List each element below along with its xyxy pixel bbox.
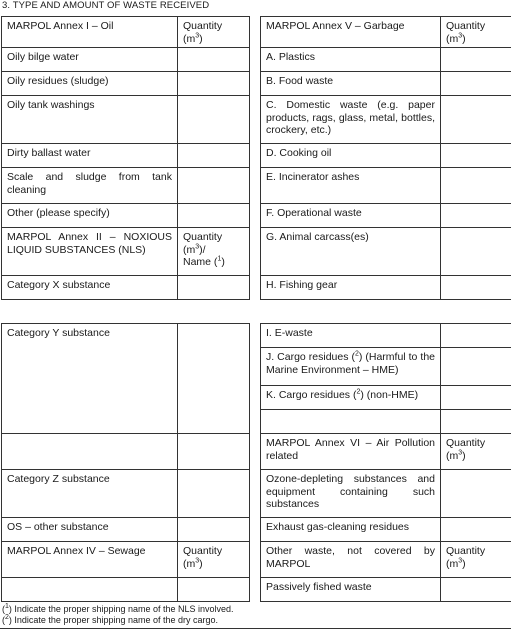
quantity-cell[interactable] — [178, 324, 250, 434]
row-label — [2, 434, 178, 470]
nls-sewage-table — [1, 323, 250, 602]
quantity-header: Quantity $(m^3)$ — [178, 542, 250, 578]
quantity-cell[interactable] — [441, 204, 511, 228]
quantity-cell[interactable] — [441, 276, 511, 300]
row-label: Exhaust gas-cleaning residues — [261, 518, 441, 542]
quantity-header: Quantity $(m^3)$ — [441, 17, 511, 48]
quantity-cell[interactable] — [441, 470, 511, 518]
row-label: Other (please specify) — [2, 204, 178, 228]
row-label: K. Cargo residues ($^2$) (non-HME) — [261, 386, 441, 410]
quantity-cell[interactable] — [441, 324, 511, 348]
quantity-cell[interactable] — [441, 72, 511, 96]
section-heading: 3. TYPE AND AMOUNT OF WASTE RECEIVED — [2, 0, 210, 11]
quantity-cell[interactable] — [178, 204, 250, 228]
footnote-2: ($^2$) Indicate the proper shipping name of the dry cargo. — [2, 613, 219, 625]
annex-v-table — [260, 16, 511, 300]
row-label: Oily tank washings — [2, 96, 178, 144]
annex-vi-header: MARPOL Annex VI – Air Pollution related — [261, 434, 441, 470]
quantity-header: Quantity $(m^3)$ — [178, 17, 250, 48]
row-label — [2, 578, 178, 602]
quantity-cell[interactable] — [441, 228, 511, 276]
row-label: E. Incinerator ashes — [261, 168, 441, 204]
footnote-1: ($^1$) Indicate the proper shipping name of the NLS involved. — [2, 603, 234, 614]
quantity-cell[interactable] — [441, 410, 511, 434]
quantity-cell[interactable] — [441, 144, 511, 168]
quantity-header: Quantity $(m^3)$ — [441, 542, 511, 578]
row-label: Category Y substance — [2, 324, 178, 434]
quantity-cell[interactable] — [441, 348, 511, 386]
quantity-cell[interactable] — [178, 96, 250, 144]
quantity-cell[interactable] — [441, 578, 511, 602]
annex-iv-header: MARPOL Annex IV – Sewage — [2, 542, 178, 578]
row-label: Dirty ballast water — [2, 144, 178, 168]
quantity-cell[interactable] — [178, 518, 250, 542]
row-label: Scale and sludge from tank cleaning — [2, 168, 178, 204]
quantity-cell[interactable] — [178, 578, 250, 602]
annex-i-ii-table — [1, 16, 250, 300]
annex-v-header: MARPOL Annex V – Garbage — [261, 17, 441, 48]
quantity-cell[interactable] — [178, 470, 250, 518]
row-label: Oily bilge water — [2, 48, 178, 72]
quantity-cell[interactable] — [178, 144, 250, 168]
quantity-header: Quantity $(m^3)$ — [441, 434, 511, 470]
row-label: Ozone-depleting substances and equipment containing such substances — [261, 470, 441, 518]
bottom-rule — [0, 628, 511, 629]
row-label: Category Z substance — [2, 470, 178, 518]
row-label: A. Plastics — [261, 48, 441, 72]
row-label: G. Animal carcass(es) — [261, 228, 441, 276]
row-label: J. Cargo residues ($^2$) (Harmful to the Marine Environment – HME) — [261, 348, 441, 386]
quantity-cell[interactable] — [178, 72, 250, 96]
quantity-name-header: Quantity $(m^3)/$ Name ($^1$) — [178, 228, 250, 276]
row-label: Category X substance — [2, 276, 178, 300]
row-label: C. Domestic waste (e.g. paper products, rags, glass, metal, bottles, crockery, etc.) — [261, 96, 441, 144]
row-label: F. Operational waste — [261, 204, 441, 228]
row-label: B. Food waste — [261, 72, 441, 96]
row-label: OS – other substance — [2, 518, 178, 542]
quantity-cell[interactable] — [178, 276, 250, 300]
row-label: Passively fished waste — [261, 578, 441, 602]
quantity-cell[interactable] — [441, 518, 511, 542]
quantity-cell[interactable] — [441, 386, 511, 410]
annex-ii-header: MARPOL Annex II – NOXIOUS LIQUID SUBSTANCES (NLS) — [2, 228, 178, 276]
quantity-cell[interactable] — [441, 48, 511, 72]
quantity-cell[interactable] — [178, 434, 250, 470]
quantity-cell[interactable] — [178, 48, 250, 72]
row-label: I. E-waste — [261, 324, 441, 348]
annex-i-header: MARPOL Annex I – Oil — [2, 17, 178, 48]
quantity-cell[interactable] — [178, 168, 250, 204]
quantity-cell[interactable] — [441, 168, 511, 204]
other-waste-header: Other waste, not covered by MARPOL — [261, 542, 441, 578]
annex-vi-table — [260, 323, 511, 602]
row-label: D. Cooking oil — [261, 144, 441, 168]
row-label: H. Fishing gear — [261, 276, 441, 300]
footnotes — [2, 604, 234, 625]
row-label — [261, 410, 441, 434]
row-label: Oily residues (sludge) — [2, 72, 178, 96]
quantity-cell[interactable] — [441, 96, 511, 144]
